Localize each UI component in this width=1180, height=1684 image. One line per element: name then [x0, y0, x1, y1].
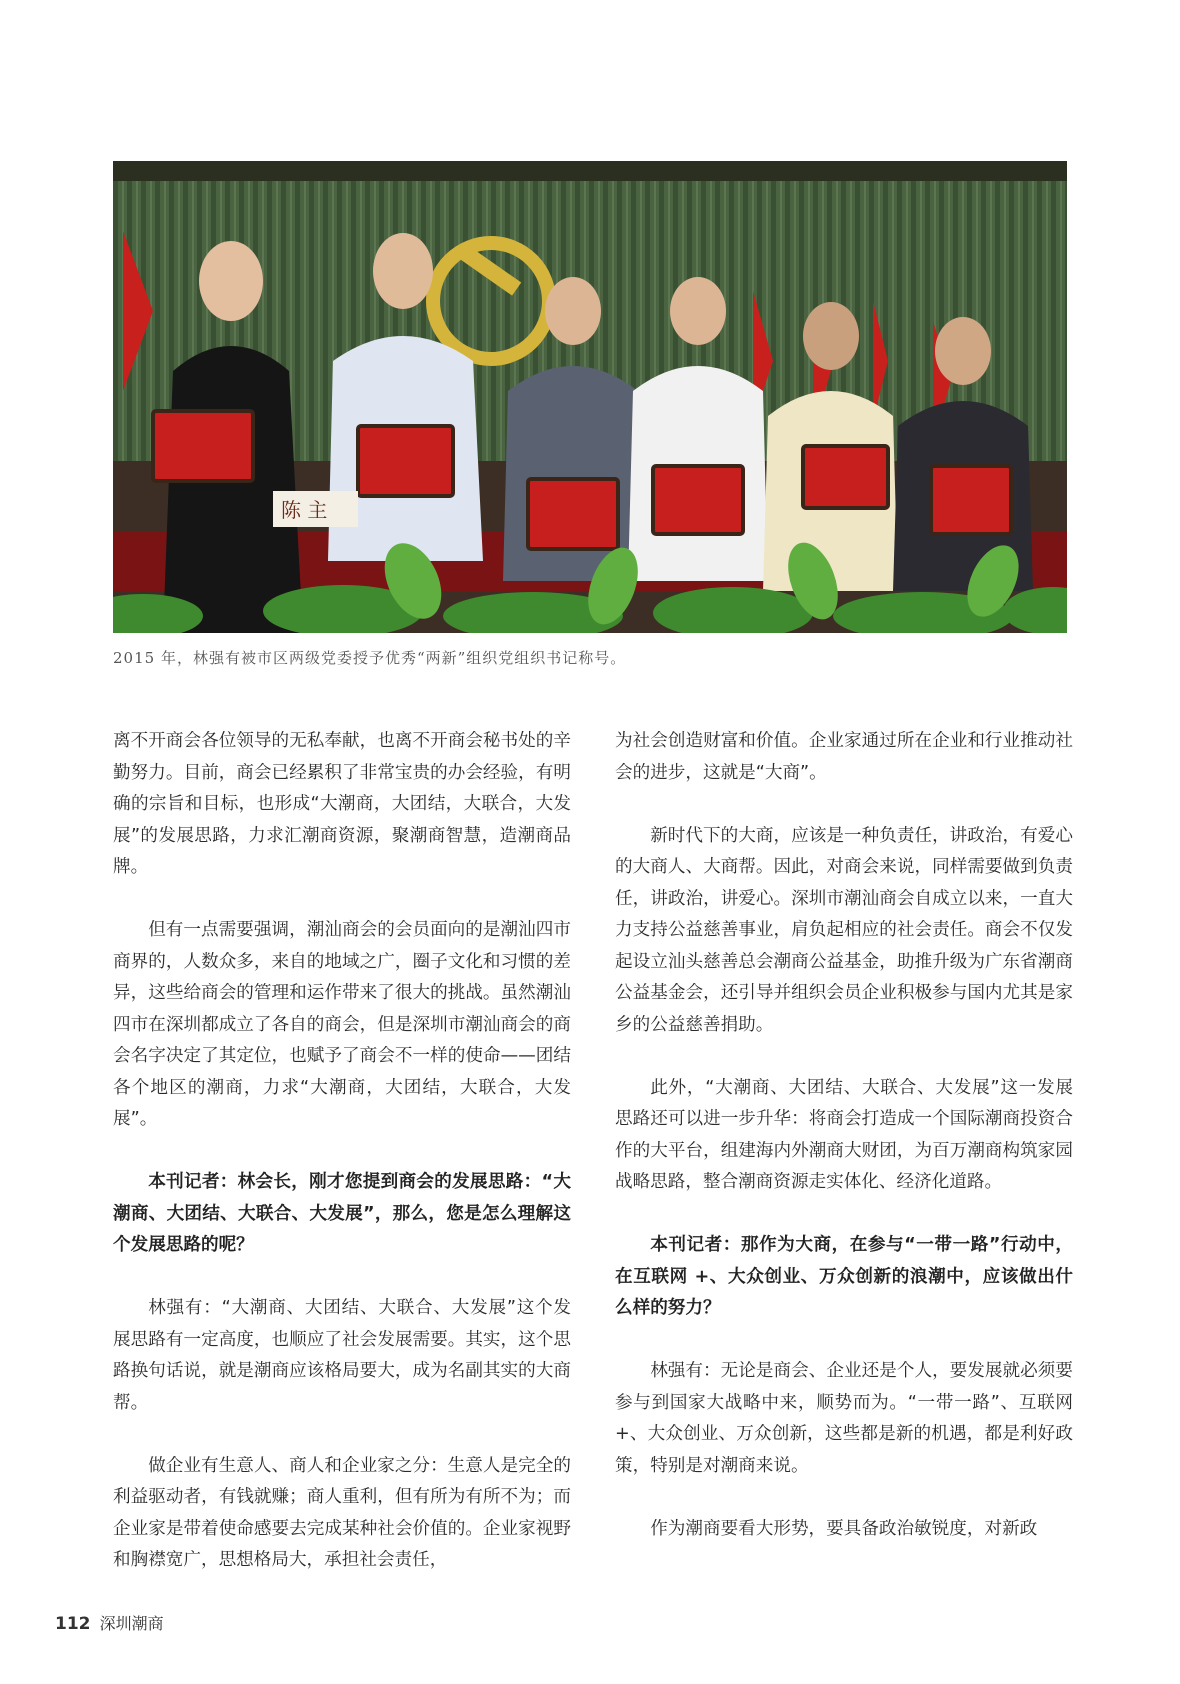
body-paragraph: 但有一点需要强调，潮汕商会的会员面向的是潮汕四市商界的，人数众多，来自的地域之广，圈子文化和习惯的差异，这些给商会的管理和运作带来了很大的挑战。虽然潮汕四市在深圳都成立了各自的商会，但是深圳市潮汕商会的商会名字决定了其定位，也赋予了商会不一样的使命——团结各个地区的潮商，力求“大潮商，大团结，大联合，大发展”。 — [113, 920, 571, 1129]
left-column — [113, 726, 571, 1608]
body-paragraph: 离不开商会各位领导的无私奉献，也离不开商会秘书处的辛勤努力。目前，商会已经累积了非常宝贵的办会经验，有明确的宗旨和目标，也形成“大潮商，大团结，大联合，大发展”的发展思路，力求汇潮商资源，聚潮商智慧，造潮商品牌。 — [113, 731, 571, 877]
name-card-text: 陈 主 — [281, 498, 328, 522]
body-paragraph: 林强有：无论是商会、企业还是个人，要发展就必须要参与到国家大战略中来，顺势而为。“一带一路”、互联网 +、大众创业、万众创新，这些都是新的机遇，都是利好政策，特别是对潮商来说。 — [615, 1361, 1073, 1476]
page-footer — [55, 1611, 164, 1634]
right-column — [615, 726, 1073, 1577]
body-paragraph: 林强有：“大潮商、大团结、大联合、大发展”这个发展思路有一定高度，也顺应了社会发展需要。其实，这个思路换句话说，就是潮商应该格局要大，成为名副其实的大商帮。 — [113, 1298, 571, 1413]
magazine-name: 深圳潮商 — [99, 1614, 164, 1633]
interview-question: 本刊记者：林会长，刚才您提到商会的发展思路：“大潮商、大团结、大联合、大发展”，那么，您是怎么理解这个发展思路的呢？ — [113, 1172, 571, 1255]
body-paragraph: 新时代下的大商，应该是一种负责任，讲政治，有爱心的大商人、大商帮。因此，对商会来说，同样需要做到负责任，讲政治，讲爱心。深圳市潮汕商会自成立以来，一直大力支持公益慈善事业，肩负起相应的社会责任。商会不仅发起设立汕头慈善总会潮商公益基金，助推升级为广东省潮商公益基金会，还引导并组织会员企业积极参与国内尤其是家乡的公益慈善捐助。 — [615, 825, 1073, 1035]
body-paragraph: 作为潮商要看大形势，要具备政治敏锐度，对新政 — [650, 1518, 1038, 1539]
body-paragraph: 为社会创造财富和价值。企业家通过所在企业和行业推动社会的进步，这就是“大商”。 — [615, 731, 1073, 783]
interview-question: 本刊记者：那作为大商，在参与“一带一路”行动中，在互联网 +、大众创业、万众创新的浪潮中，应该做出什么样的努力？ — [615, 1235, 1073, 1318]
photo-caption: 2015 年，林强有被市区两级党委授予优秀“两新”组织党组织书记称号。 — [113, 649, 627, 667]
body-paragraph: 此外，“大潮商、大团结、大联合、大发展”这一发展思路还可以进一步升华：将商会打造成一个国际潮商投资合作的大平台，组建海内外潮商大财团，为百万潮商构筑家园战略思路，整合潮商资源走实体化、经济化道路。 — [615, 1077, 1073, 1192]
page-number: 112 — [55, 1614, 91, 1634]
body-paragraph: 做企业有生意人、商人和企业家之分：生意人是完全的利益驱动者，有钱就赚；商人重利，但有所为有所不为；而企业家是带着使命感要去完成某种社会价值的。企业家视野和胸襟宽广，思想格局大，承担社会责任， — [113, 1455, 571, 1570]
award-ceremony-photo — [113, 161, 1067, 633]
